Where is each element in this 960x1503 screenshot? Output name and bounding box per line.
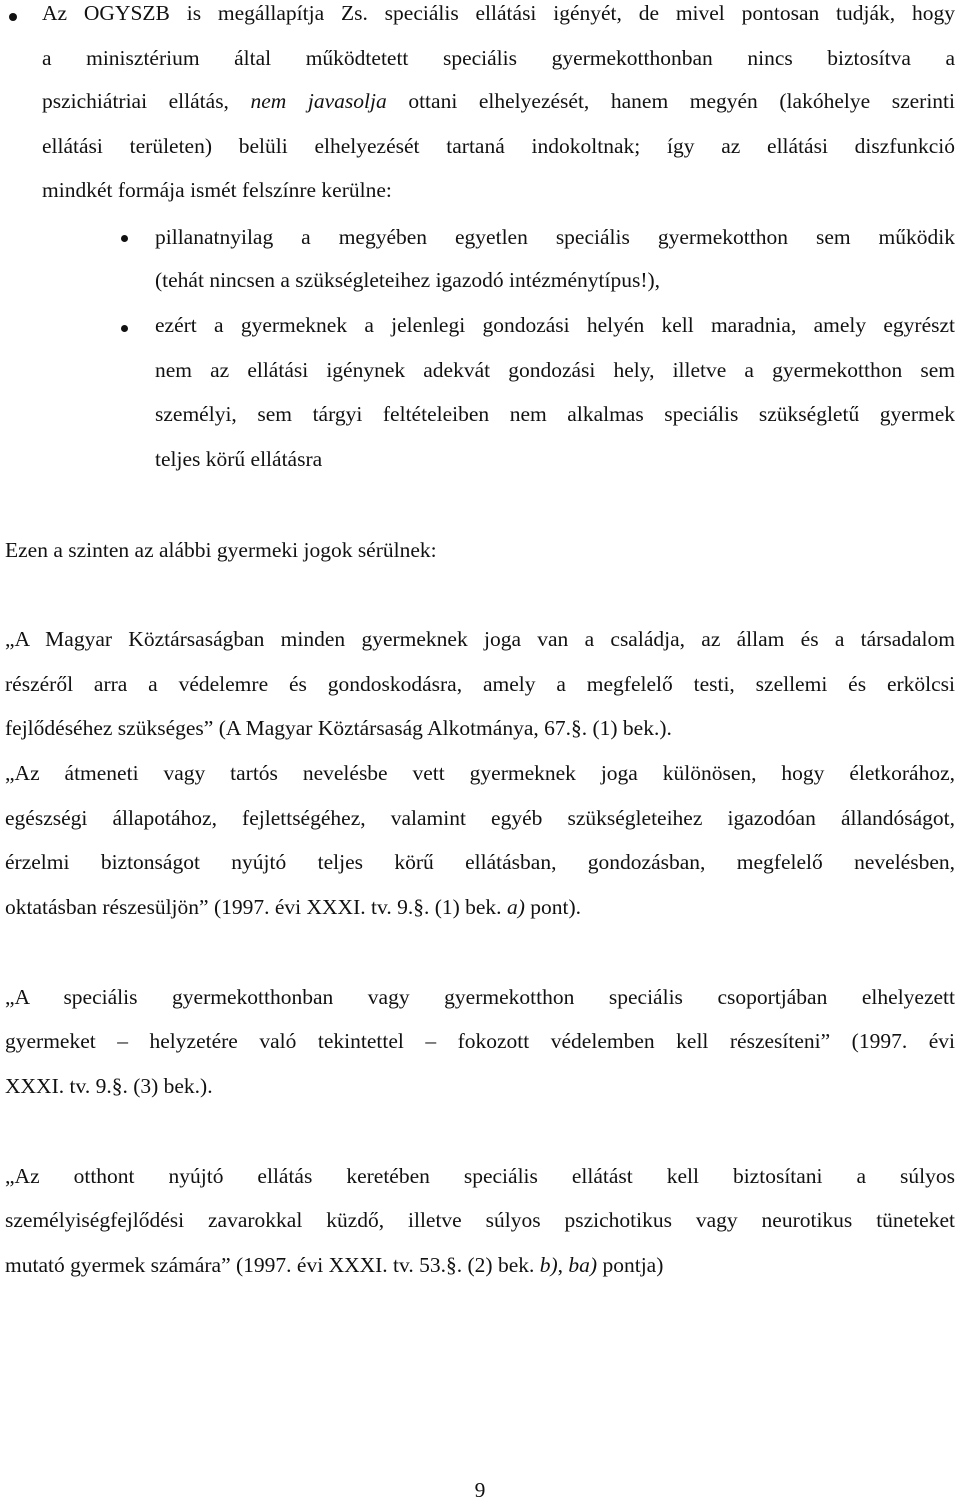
quote-line: „A speciális gyermekotthonban vagy gyermekotthon speciális csoportjában elhelyezett: [5, 985, 955, 1009]
page-number: 9: [474, 1478, 486, 1502]
quote-line: XXXI. tv. 9.§. (3) bek.).: [5, 1074, 213, 1098]
paragraph-line: mindkét formája ismét felszínre kerülne:: [42, 178, 392, 202]
emphasis-text: b): [539, 1253, 558, 1277]
emphasis-text: a): [506, 895, 525, 919]
quote-line: részéről arra a védelemre és gondoskodásra, amely a megfelelő testi, szellemi és erkölcsi: [5, 672, 955, 696]
sub-bullet-line: pillanatnyilag a megyében egyetlen speciális gyermekotthon sem működik: [155, 225, 955, 249]
quote-line: „A Magyar Köztársaságban minden gyermeknek joga van a családja, az állam és a társadalom: [5, 627, 955, 651]
paragraph-line: a minisztérium által működtetett speciális gyermekotthonban nincs biztosítva a: [42, 46, 955, 70]
sub-bullet-line: (tehát nincsen a szükségleteihez igazodó intézménytípus!),: [155, 268, 661, 292]
sub-bullet-line: ezért a gyermeknek a jelenlegi gondozási helyén kell maradnia, amely egyrészt: [155, 313, 955, 337]
quote-line: „Az otthont nyújtó ellátás keretében speciális ellátást kell biztosítani a súlyos: [5, 1164, 955, 1188]
emphasis-text: nem javasolja: [250, 89, 387, 113]
paragraph-line: ellátási területen) belüli elhelyezését tartaná indokoltnak; így az ellátási diszfunkció: [42, 134, 955, 158]
quote-line: egészségi állapotához, fejlettségéhez, valamint egyéb szükségleteihez igazodóan állandóságot,: [5, 806, 955, 830]
quote-line: mutató gyermek számára” (1997. évi XXXI. tv. 53.§. (2) bek. b), ba) pontja): [5, 1253, 664, 1277]
quote-line: fejlődéséhez szükséges” (A Magyar Köztársaság Alkotmánya, 67.§. (1) bek.).: [5, 716, 672, 740]
paragraph-line: pszichiátriai ellátás, nem javasolja ottani elhelyezését, hanem megyén (lakóhelye szerinti: [42, 89, 955, 113]
rights-intro: Ezen a szinten az alábbi gyermeki jogok sérülnek:: [5, 538, 437, 562]
sub-bullet-line: személyi, sem tárgyi feltételeiben nem alkalmas speciális szükségletű gyermek: [155, 402, 955, 426]
emphasis-text: ba): [568, 1253, 598, 1277]
quote-line: „Az átmeneti vagy tartós nevelésbe vett gyermeknek joga különösen, hogy életkorához,: [5, 761, 955, 785]
bullet-icon: [121, 325, 128, 332]
paragraph-line: Az OGYSZB is megállapítja Zs. speciális ellátási igényét, de mivel pontosan tudják, hogy: [42, 1, 955, 25]
quote-line: személyiségfejlődési zavarokkal küzdő, illetve súlyos pszichotikus vagy neurotikus tüneteket: [5, 1208, 955, 1232]
sub-bullet-line: nem az ellátási igénynek adekvát gondozási hely, illetve a gyermekotthon sem: [155, 358, 955, 382]
sub-bullet-line: teljes körű ellátásra: [155, 447, 323, 471]
bullet-icon: [9, 13, 17, 21]
quote-line: gyermeket – helyzetére való tekintettel – fokozott védelemben kell részesíteni” (1997. évi: [5, 1029, 955, 1053]
quote-line: érzelmi biztonságot nyújtó teljes körű ellátásban, gondozásban, megfelelő nevelésben,: [5, 850, 955, 874]
quote-line: oktatásban részesüljön” (1997. évi XXXI. tv. 9.§. (1) bek. a) pont).: [5, 895, 581, 919]
bullet-icon: [121, 235, 128, 242]
